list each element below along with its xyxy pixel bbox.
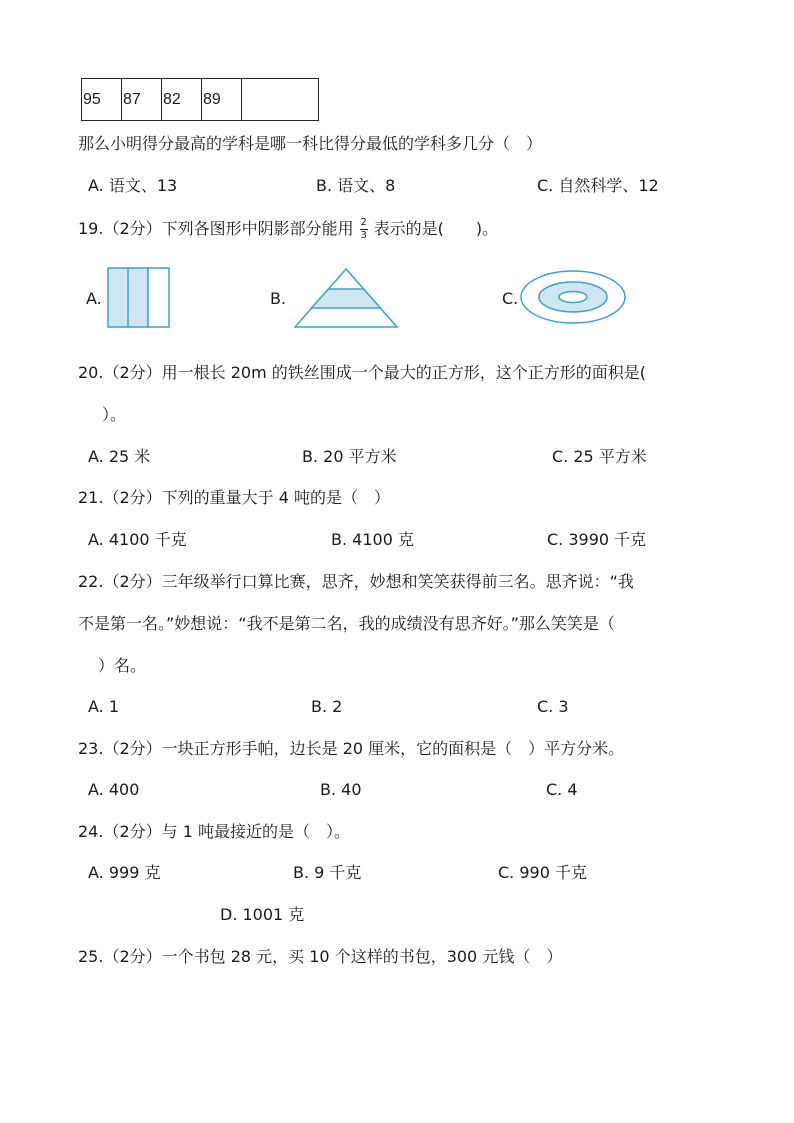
q24-text: 24.（2分）与 1 吨最接近的是（ ）。 xyxy=(78,822,350,841)
q22-line2: 不是第一名。”妙想说：“我不是第二名，我的成绩没有思齐好。”那么笑笑是（ xyxy=(78,614,615,633)
q22-option-b[interactable]: B. 2 xyxy=(311,697,343,716)
fraction-two-thirds xyxy=(360,218,368,241)
table-cell: 89 xyxy=(202,79,242,121)
table-cell: 82 xyxy=(162,79,202,121)
q19-question xyxy=(78,218,498,241)
fraction-denominator: 3 xyxy=(360,230,367,241)
rectangle-thirds-figure[interactable] xyxy=(107,267,171,329)
q25-text: 25.（2分）一个书包 28 元，买 10 个这样的书包，300 元钱（ ） xyxy=(78,947,563,966)
table-cell xyxy=(242,79,319,121)
q19-option-b-label[interactable]: B. xyxy=(270,289,287,308)
q20-line1: 20.（2分）用一根长 20m 的铁丝围成一个最大的正方形，这个正方形的面积是( xyxy=(78,363,646,382)
q20-line2: ）。 xyxy=(102,405,127,424)
q20-option-b[interactable]: B. 20 平方米 xyxy=(302,447,397,466)
q22-option-a[interactable]: A. 1 xyxy=(88,697,120,716)
q19-suffix: 表示的是( )。 xyxy=(373,219,499,238)
q22-line3: ）名。 xyxy=(98,656,147,675)
q18-option-b[interactable]: B. 语文、8 xyxy=(316,176,396,195)
q19-prefix: 19.（2分）下列各图形中阴影部分能用 xyxy=(78,219,354,238)
q24-option-a[interactable]: A. 999 克 xyxy=(88,863,161,882)
q19-option-c-label[interactable]: C. xyxy=(502,289,519,308)
q23-option-a[interactable]: A. 400 xyxy=(88,780,140,799)
q21-option-b[interactable]: B. 4100 克 xyxy=(331,530,414,549)
q24-option-d[interactable]: D. 1001 克 xyxy=(220,905,305,924)
q23-option-c[interactable]: C. 4 xyxy=(546,780,578,799)
triangle-layers-figure[interactable] xyxy=(293,268,399,330)
q24-option-b[interactable]: B. 9 千克 xyxy=(293,863,362,882)
q24-option-c[interactable]: C. 990 千克 xyxy=(498,863,587,882)
q21-option-a[interactable]: A. 4100 千克 xyxy=(88,530,187,549)
q19-option-a-label[interactable]: A. xyxy=(86,289,102,308)
q18-option-a[interactable]: A. 语文、13 xyxy=(88,176,178,195)
q20-option-c[interactable]: C. 25 平方米 xyxy=(552,447,647,466)
q20-option-a[interactable]: A. 25 米 xyxy=(88,447,151,466)
q18-option-c[interactable]: C. 自然科学、12 xyxy=(537,176,659,195)
q21-text: 21.（2分）下列的重量大于 4 吨的是（ ） xyxy=(78,488,390,507)
q21-option-c[interactable]: C. 3990 千克 xyxy=(547,530,647,549)
score-table xyxy=(81,78,319,121)
fraction-numerator: 2 xyxy=(360,217,367,228)
table-row xyxy=(82,79,319,121)
table-cell: 95 xyxy=(82,79,122,121)
q22-option-c[interactable]: C. 3 xyxy=(537,697,569,716)
q23-text: 23.（2分）一块正方形手帕，边长是 20 厘米，它的面积是（ ）平方分米。 xyxy=(78,739,625,758)
concentric-ellipses-figure[interactable] xyxy=(519,268,629,330)
q18-text: 那么小明得分最高的学科是哪一科比得分最低的学科多几分（ ） xyxy=(78,134,543,153)
q22-line1: 22.（2分）三年级举行口算比赛，思齐，妙想和笑笑获得前三名。思齐说：“我 xyxy=(78,572,634,591)
table-cell: 87 xyxy=(122,79,162,121)
q23-option-b[interactable]: B. 40 xyxy=(320,780,362,799)
